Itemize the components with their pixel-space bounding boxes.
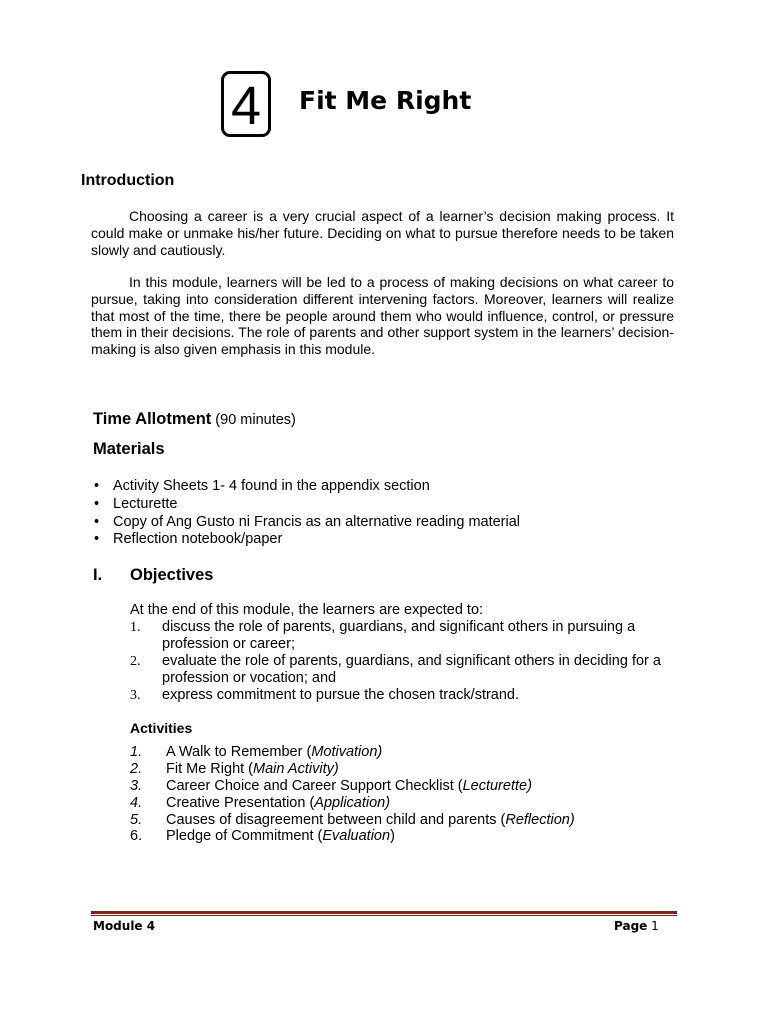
list-item: 4. Creative Presentation (Application)	[130, 794, 391, 811]
footer-page	[614, 919, 659, 933]
activities-heading: Activities	[130, 720, 193, 736]
bullet-icon: •	[94, 513, 100, 530]
objectives-intro: At the end of this module, the learners are expected to:	[130, 602, 484, 618]
list-item: • Reflection notebook/paper	[94, 531, 283, 548]
materials-heading: Materials	[93, 440, 165, 458]
module-number-box	[221, 71, 271, 137]
list-item: 2. Fit Me Right (Main Activity)	[130, 760, 339, 777]
bullet-icon: •	[94, 531, 100, 548]
list-item: 6. Pledge of Commitment (Evaluation)	[130, 828, 395, 845]
list-item: 1. discuss the role of parents, guardians, and significant others in pursuing a profession or career;	[130, 619, 636, 652]
materials-list	[92, 478, 520, 549]
list-item: 1. A Walk to Remember (Motivation)	[130, 744, 383, 760]
list-item: • Activity Sheets 1- 4 found in the appendix section	[94, 478, 430, 494]
time-allotment-value: (90 minutes)	[215, 412, 296, 428]
footer-rule-thin	[91, 915, 677, 916]
list-item: 3. express commitment to pursue the chosen track/strand.	[130, 687, 520, 703]
time-allotment-label: Time Allotment	[93, 410, 212, 428]
module-title: Fit Me Right	[299, 86, 472, 115]
intro-paragraph-2: In this module, learners will be led to a process of making decisions on what career to pursue, taking into consideration different intervening factors. Moreover, learners will realize that most of the time, there be people around them who would influence, control, or pressure them in their decisions. The role of parents and other support system in the learners’ decision-making is also given emphasis in this module.	[91, 274, 674, 358]
objectives-heading: Objectives	[130, 566, 214, 584]
list-item: 3. Career Choice and Career Support Checklist (Lecturette)	[130, 777, 532, 794]
list-item: 2. evaluate the role of parents, guardians, and significant others in deciding for a profession or vocation; and	[130, 653, 661, 686]
objectives-list	[130, 619, 690, 704]
module-number: 4	[230, 76, 262, 136]
objectives-number: I.	[93, 566, 103, 584]
bullet-icon: •	[94, 495, 100, 512]
footer-page-number: 1	[651, 919, 659, 933]
footer-page-label: Page	[614, 919, 648, 933]
footer-module-label: Module 4	[93, 919, 156, 933]
list-item: • Copy of Ang Gusto ni Francis as an alternative reading material	[94, 513, 521, 530]
intro-paragraph-1: Choosing a career is a very crucial aspect of a learner’s decision making process. It could make or unmake his/her future. Deciding on what to pursue therefore needs to be taken slowly and cautiously.	[91, 208, 674, 258]
activities-list	[130, 744, 575, 845]
list-item: • Lecturette	[94, 495, 178, 512]
list-item: 5. Causes of disagreement between child and parents (Reflection)	[130, 811, 575, 828]
time-allotment	[93, 410, 296, 429]
bullet-icon: •	[94, 478, 100, 494]
footer-rule-thick	[91, 911, 677, 914]
introduction-heading: Introduction	[81, 172, 175, 189]
